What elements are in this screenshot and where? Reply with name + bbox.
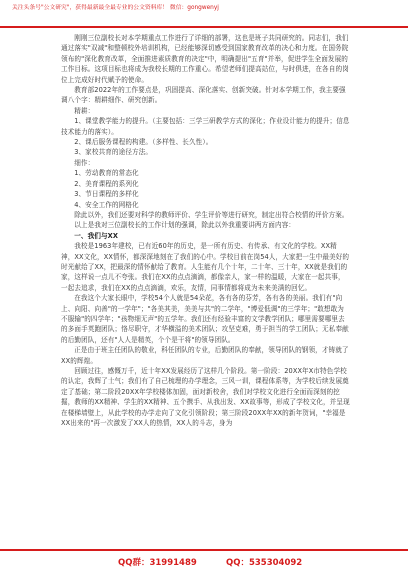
paragraph: 4、安全工作的网格化: [74, 200, 139, 209]
header-banner: [0, 0, 408, 28]
paragraph: 回顾过往，感慨万千，近十年XX发展经历了这样几个阶段。第一阶段：20XX年X市特色学校的认定，我辉了士气；我们有了自己梳理的办学理念，三风一训，课程体系等，为学校后续发展奠定了基础；第二阶段20XX年学校楼体加固，面对新校舍，我们对学校文化进行全面而深刻的挖掘，教师的XX精神、学生的XX精神、五个携手、从我出发、XX故事等，形成了学校文化，并呈现在楼梯墙壁上，从此学校的办学走向了文化引领阶段；第三阶段20XX年XX的新年贺词，"幸福是XX出来的"再一次激发了XX人的热情，XX人的斗志，身为: [61, 367, 350, 428]
paragraph: 2、课后服务课程的构建。（多样性、长久性）。: [74, 138, 213, 147]
paragraph: 刚刚三位副校长对本学期重点工作进行了详细的部署，这也是班子共同研究的。同志们，我们通过落实"双减"和整顿校外培训机构，已经能够深切感受到国家教育改革的决心和力度。在国务院领布的"深化教育改革，全面推进素质教育的决定"中，明确提出"五育"并举，促进学生全面发展的工作目标。这项目标也将成为我校长期的工作重心。希望老师们提高站位，与时俱进，在各自的岗位上完成好时代赋予的使命。: [61, 34, 349, 84]
paragraph: 以上是我对三位副校长的工作计划的强调，除此以外我重要讲两方面内容：: [74, 221, 296, 230]
paragraph: 3、家校共育的途径方法。: [74, 148, 153, 157]
paragraph: 除此以外，我们还要对科学的教师评价、学生评价等进行研究，制定出符合校情的评价方案。: [74, 210, 349, 219]
qq-number: QQ：535304092: [226, 558, 303, 568]
paragraph: 教育部2022年的工作要点是，巩固提高、深化落实、创新突破。针对本学期工作，我主要强调八个字：精耕细作、研究创新。: [61, 86, 346, 105]
document-body: [61, 33, 350, 428]
section-heading: 一、我们与XX: [74, 231, 119, 240]
paragraph: 1、劳动教育的常态化: [74, 169, 139, 178]
paragraph: 细作：: [74, 158, 95, 167]
paragraph: 2、美育课程的系列化: [74, 179, 139, 188]
paragraph: 正是由于班主任团队的敬业，科任团队的专业，后勤团队的奉献，领导团队的钢领，才铸就了XX的辉煌。: [61, 346, 349, 365]
banner-text: 关注头条号"公文研究"，获得最新最全最专业的公文资料库！ 微信：gongwenyj: [12, 5, 219, 11]
qq-group-number: QQ群：31991489: [118, 558, 197, 568]
paragraph: 在我这个大家长眼中，学校54个人就是54朵花，各有各的芬芳，各有各的美丽。我们有"向上、向阳、向善"的一学年"；"各美其美，美美与共"的二学年，"博爱低调"的三学年；"敢想敢为不服输"的四学年；"孩物细无声"的五学年。我们还有经验丰富的文学教学团队；哪里需要哪里去的多面手英跑团队；恪尽职守，才华横溢的美术团队；攻坚克难，勇于担当的学工团队；无私奉献的后勤团队，还有"人人是精英，个个是干将"的领导团队。: [61, 294, 349, 344]
paragraph: 我校是1963年建校，已有近60年的历史，是一所有历史、有传承、有文化的学校。XX精神，XX文化，XX情怀，都深深地刻在了我们的心中。学校目前在岗54人，大家把一生中最美好的时光献给了XX，把最深的情怀献给了教育。人生能有几个十年，二十年、三十年，XX就是我们的家，这样说一点儿不夸张。我们在XX的点点滴滴，都像亲人，家一样的温暖，大家在一起共事，一起去追求，我们在XX的点点滴滴，欢乐，友情，同事情都将成为未来美满的回忆。: [61, 242, 350, 292]
paragraph: 3、节日课程的多样化: [74, 190, 139, 199]
paragraph: 精耕：: [74, 106, 95, 115]
footer-bar: [0, 549, 408, 571]
paragraph: 1、课堂教学能力的提升。（主要包括：三学三研教学方式的深化；作业设计能力的提升；信息技术能力的落实）。: [61, 117, 350, 136]
